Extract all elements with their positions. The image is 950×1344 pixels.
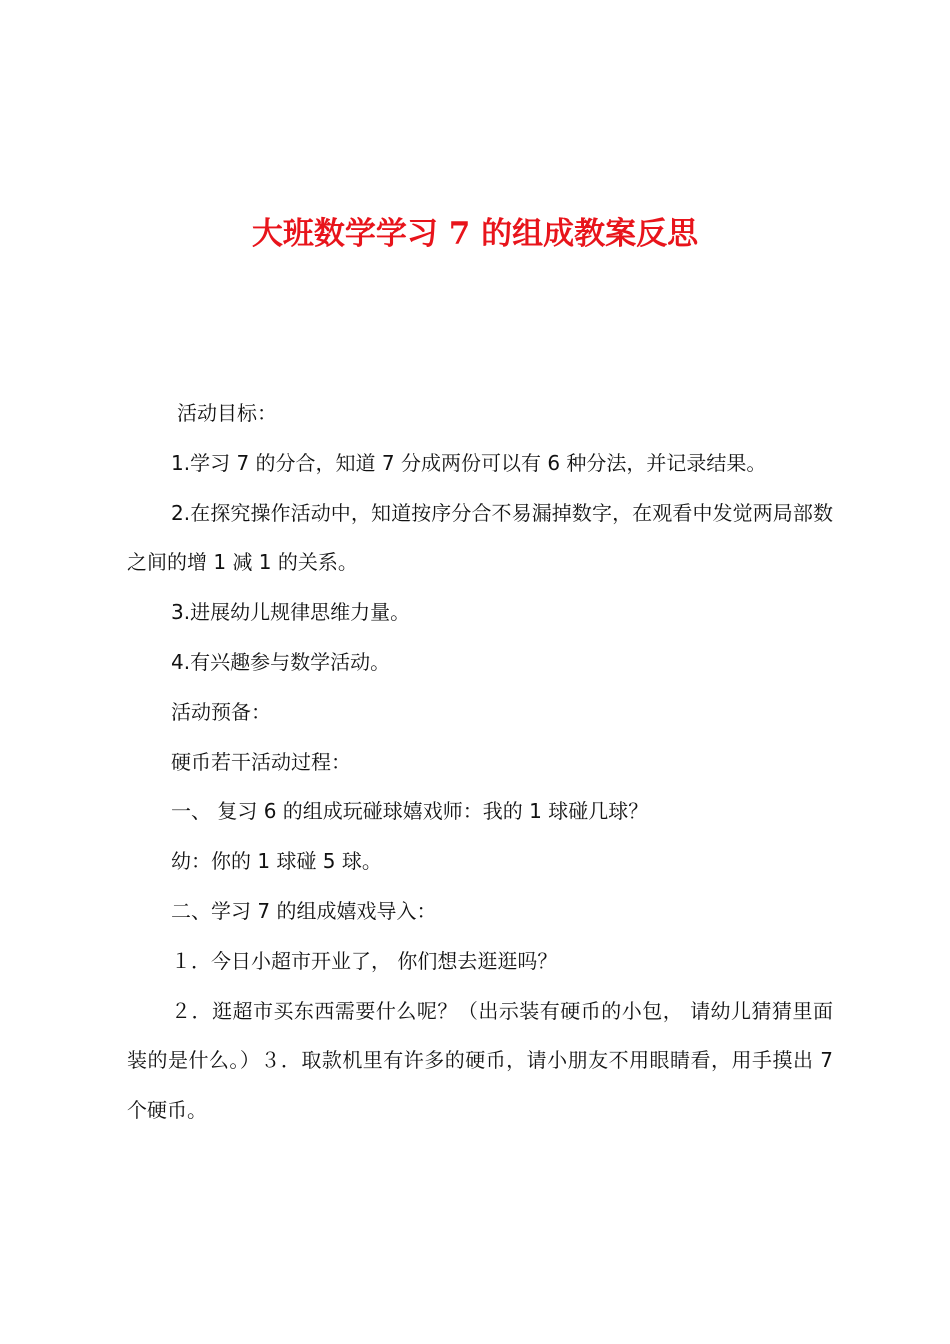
paragraph-step-2: 二、学习 7 的组成嬉戏导入： [171,898,437,923]
paragraph-child-answer: 幼：你的 1 球碰 5 球。 [171,849,382,874]
paragraph-preparation-heading: 活动预备： [171,699,271,724]
document-body [127,389,833,1136]
paragraph-step-1: 一、 复习 6 的组成玩碰球嬉戏师：我的 1 球碰几球？ [171,799,649,824]
paragraph-intro-1: １．今日小超市开业了， 你们想去逛逛吗？ [171,948,558,973]
paragraph-activity-goals-heading: 活动目标： [177,401,277,425]
paragraph-goal-3: 3.进展幼儿规律思维力量。 [171,600,411,625]
paragraph-goal-1: 1.学习 7 的分合，知道 7 分成两份可以有 6 种分法，并记录结果。 [171,450,767,475]
paragraph-goal-2: 2.在探究操作活动中，知道按序分合不易漏掉数字，在观看中发觉两局部数之间的增 1 减 1 的关系。 [127,500,833,575]
paragraph-materials: 硬币若干活动过程： [171,749,351,774]
paragraph-goal-4: 4.有兴趣参与数学活动。 [171,649,391,674]
document-title: 大班数学学习 7 的组成教案反思 [251,216,699,252]
paragraph-intro-2-3: ２．逛超市买东西需要什么呢？（出示装有硬币的小包， 请幼儿猜猜里面装的是什么。）３．取款机里有许多的硬币，请小朋友不用眼睛看，用手摸出 7 个硬币。 [127,998,833,1123]
